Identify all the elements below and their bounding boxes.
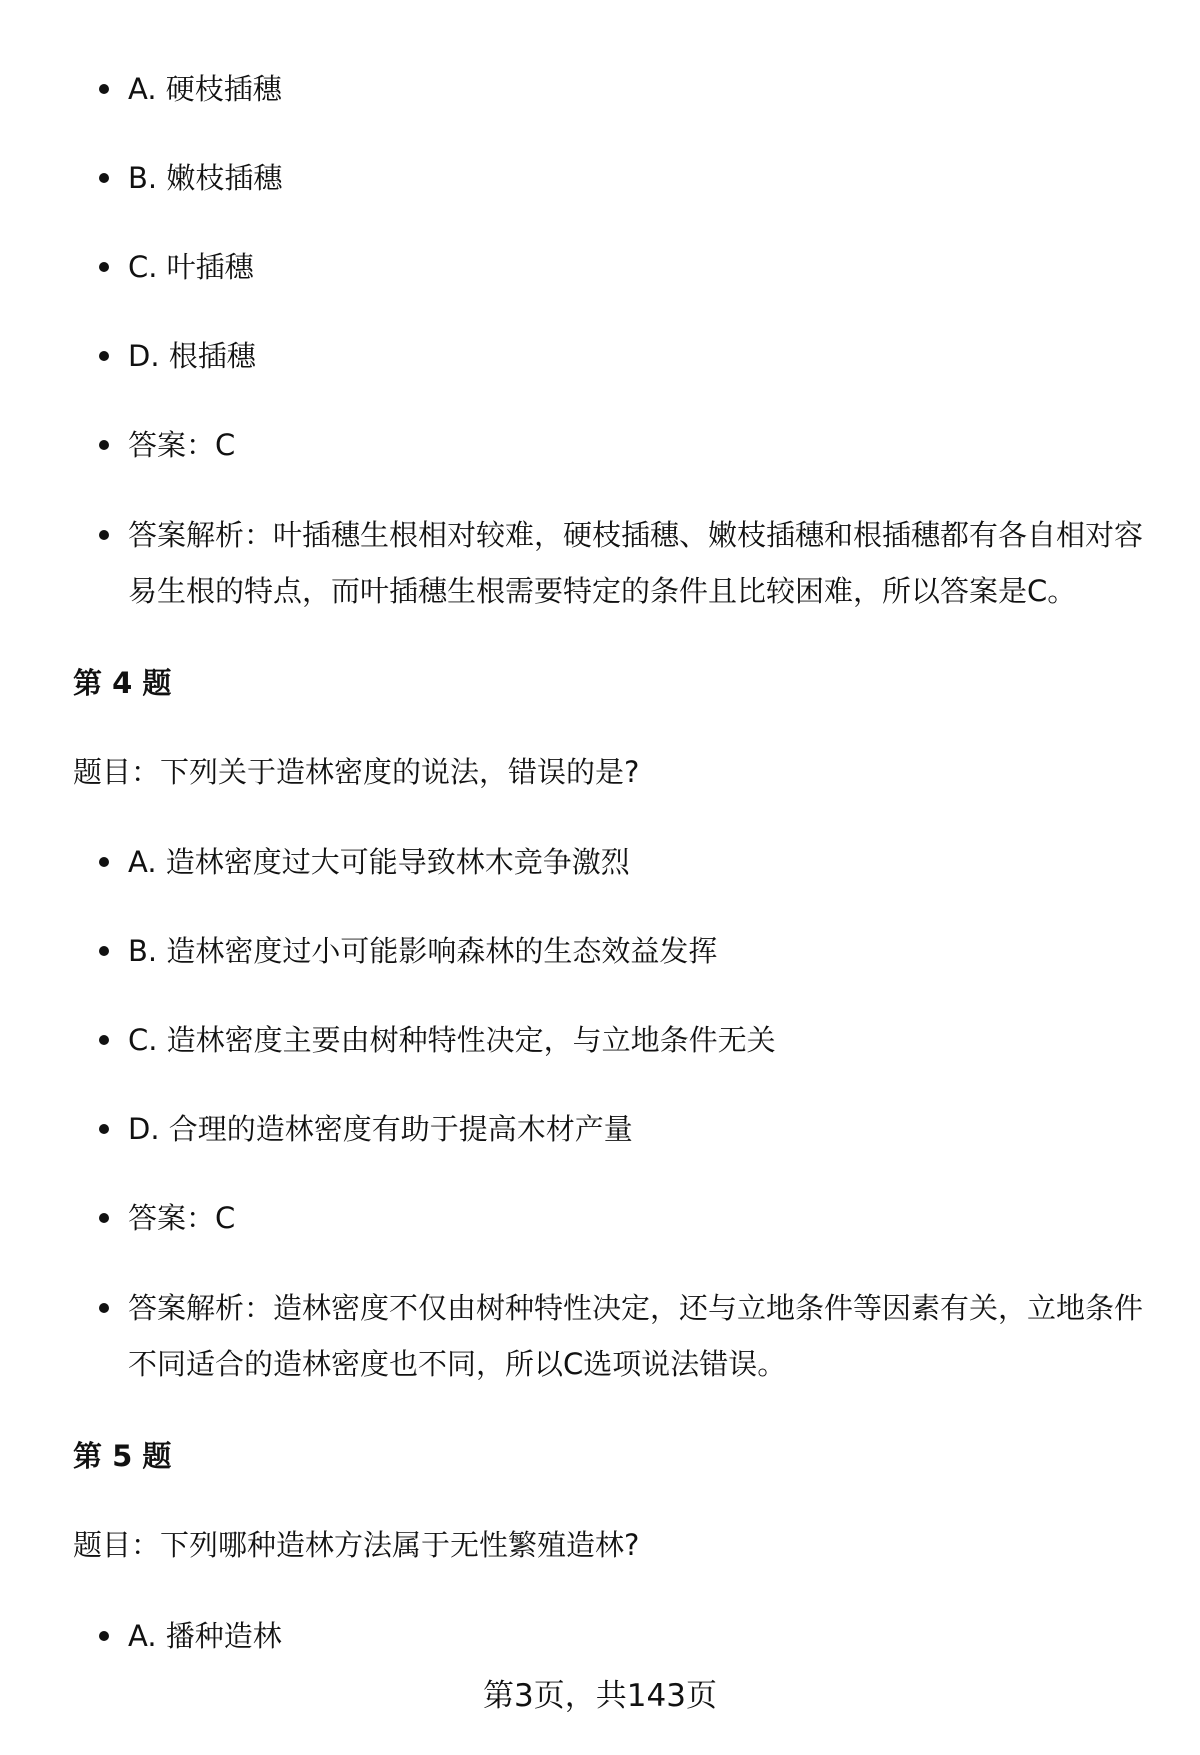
q4-answer: 答案：C [128, 1190, 235, 1246]
q4-heading: 第 4 题 [73, 666, 172, 700]
page-footer: 第3页，共143页 [483, 1678, 717, 1714]
q3-option-d: D. 根插穗 [128, 328, 256, 384]
q4-option-b: B. 造林密度过小可能影响森林的生态效益发挥 [128, 923, 717, 979]
q5-heading: 第 5 题 [73, 1439, 172, 1473]
q4-option-c: C. 造林密度主要由树种特性决定，与立地条件无关 [128, 1012, 776, 1068]
q3-option-c: C. 叶插穗 [128, 239, 254, 295]
q4-explanation: 答案解析：造林密度不仅由树种特性决定，还与立地条件等因素有关，立地条件不同适合的造林密度也不同，所以C选项说法错误。 [128, 1280, 1143, 1392]
q4-option-a: A. 造林密度过大可能导致林木竞争激烈 [128, 834, 630, 890]
q3-option-b: B. 嫩枝插穗 [128, 150, 282, 206]
q3-option-a: A. 硬枝插穗 [128, 61, 282, 117]
q3-answer: 答案：C [128, 417, 235, 473]
q5-option-a: A. 播种造林 [128, 1608, 282, 1664]
q5-question: 题目：下列哪种造林方法属于无性繁殖造林? [73, 1528, 640, 1562]
q4-option-d: D. 合理的造林密度有助于提高木材产量 [128, 1101, 633, 1157]
q3-explanation: 答案解析：叶插穗生根相对较难，硬枝插穗、嫩枝插穗和根插穗都有各自相对容易生根的特点，而叶插穗生根需要特定的条件且比较困难，所以答案是C。 [128, 507, 1143, 619]
q4-question: 题目：下列关于造林密度的说法，错误的是? [73, 755, 640, 789]
